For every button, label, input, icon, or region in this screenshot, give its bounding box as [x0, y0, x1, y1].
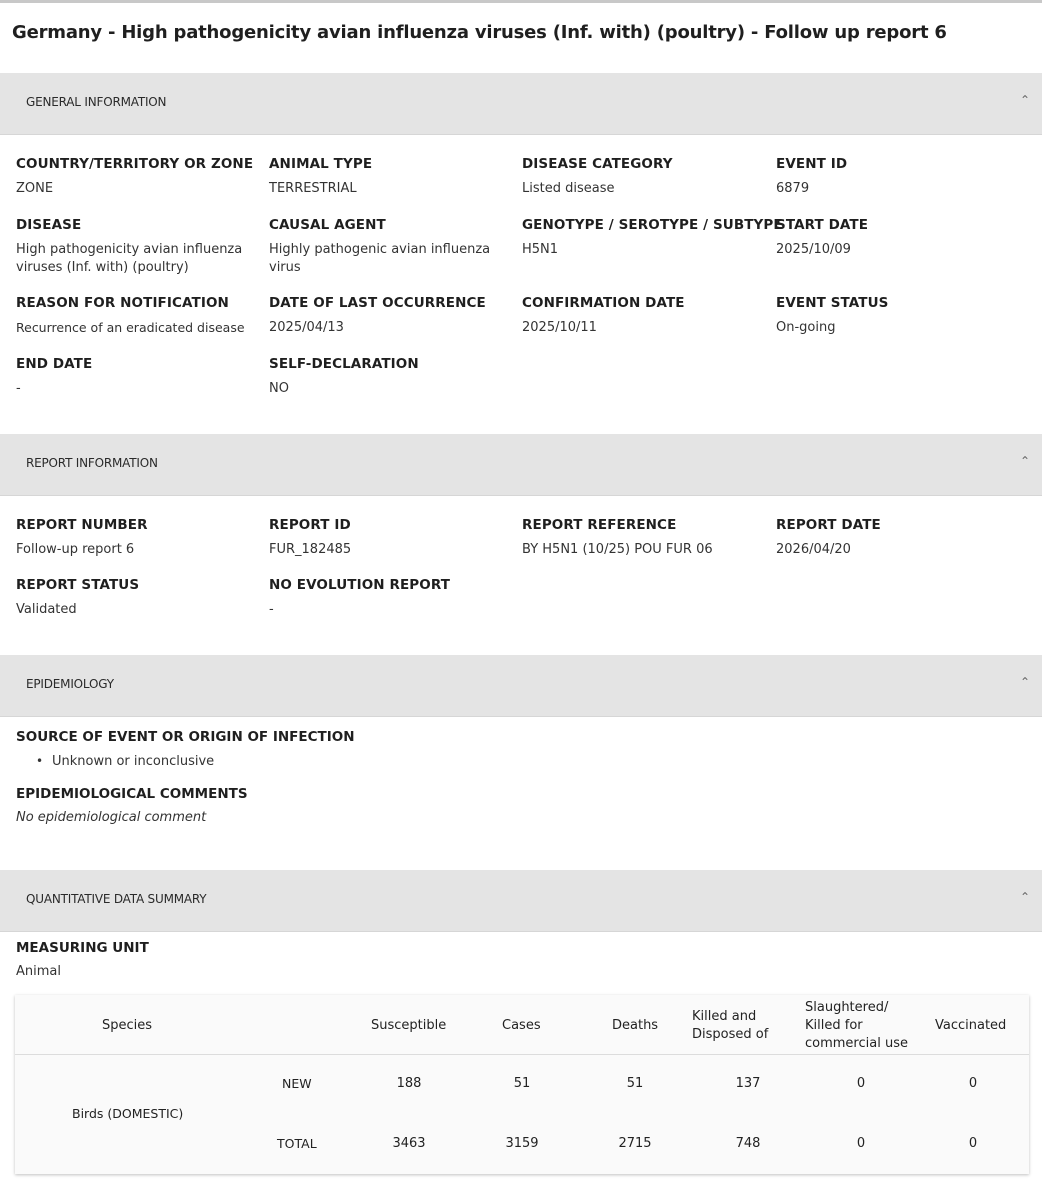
measuring-unit-value: Animal [16, 964, 61, 979]
cell-slaughtered: 0 [856, 1076, 866, 1091]
row-label: NEW [282, 1076, 312, 1091]
chevron-up-icon[interactable]: ⌃ [1019, 454, 1030, 468]
cell-deaths: 2715 [618, 1136, 652, 1151]
field-disease-category [522, 156, 772, 198]
cell-vaccinated: 0 [968, 1076, 978, 1091]
field-value: Recurrence of an eradicated disease [16, 320, 245, 335]
field-no-evolution [269, 577, 519, 619]
cell-slaughtered: 0 [856, 1136, 866, 1151]
comments-value: No epidemiological comment [16, 810, 207, 825]
field-label: CONFIRMATION DATE [522, 295, 685, 311]
cell-killed: 748 [735, 1136, 761, 1151]
field-label: EVENT STATUS [776, 295, 889, 311]
chevron-up-icon[interactable]: ⌃ [1019, 890, 1030, 904]
field-end-date [16, 356, 266, 398]
col-killed: Killed and Disposed of [692, 1009, 769, 1042]
field-value: TERRESTRIAL [269, 181, 357, 196]
field-value: ZONE [16, 181, 54, 196]
source-label: SOURCE OF EVENT OR ORIGIN OF INFECTION [16, 729, 355, 745]
field-value: High pathogenicity avian influenza viruses (Inf. with) (poultry) [16, 242, 243, 275]
cell-deaths: 51 [626, 1076, 644, 1091]
species-name: Birds (DOMESTIC) [72, 1106, 184, 1121]
chevron-up-icon[interactable]: ⌃ [1019, 93, 1030, 107]
col-vaccinated: Vaccinated [935, 1018, 1007, 1033]
col-deaths: Deaths [612, 1018, 659, 1033]
field-label: DISEASE CATEGORY [522, 156, 673, 172]
field-confirmation-date [522, 295, 772, 337]
field-value: H5N1 [522, 242, 559, 257]
field-report-reference [522, 517, 772, 559]
cell-susceptible: 3463 [392, 1136, 426, 1151]
field-value: NO [269, 381, 289, 396]
field-label: REASON FOR NOTIFICATION [16, 295, 229, 311]
field-label: EVENT ID [776, 156, 848, 172]
field-value: Follow-up report 6 [16, 542, 135, 557]
field-event-id [776, 156, 1026, 198]
col-slaughtered: Slaughtered/ Killed for commercial use [805, 1000, 908, 1051]
top-border [0, 0, 1042, 3]
field-value: 2025/10/09 [776, 242, 851, 257]
field-label: REPORT NUMBER [16, 517, 148, 533]
field-label: DISEASE [16, 217, 82, 233]
field-label: REPORT STATUS [16, 577, 140, 593]
field-value: BY H5N1 (10/25) POU FUR 06 [522, 542, 713, 557]
measuring-unit-label: MEASURING UNIT [16, 940, 149, 956]
field-self-declaration [269, 356, 519, 398]
cell-susceptible: 188 [396, 1076, 422, 1091]
field-country [16, 156, 266, 198]
field-genotype [522, 217, 783, 259]
cell-cases: 51 [513, 1076, 531, 1091]
section-title: GENERAL INFORMATION [26, 95, 167, 109]
section-title: EPIDEMIOLOGY [26, 677, 114, 691]
cell-cases: 3159 [505, 1136, 539, 1151]
field-animal-type [269, 156, 519, 198]
field-label: COUNTRY/TERRITORY OR ZONE [16, 156, 254, 172]
field-value: - [269, 602, 274, 617]
table-header-row [15, 995, 1029, 1055]
source-list-item: • Unknown or inconclusive [36, 754, 214, 769]
field-event-status [776, 295, 1026, 337]
field-report-id [269, 517, 519, 559]
field-value: 2026/04/20 [776, 542, 851, 557]
field-value: 6879 [776, 181, 810, 196]
field-value: 2025/10/11 [522, 320, 597, 335]
cell-killed: 137 [735, 1076, 761, 1091]
field-label: END DATE [16, 356, 93, 372]
comments-label: EPIDEMIOLOGICAL COMMENTS [16, 786, 248, 802]
section-header-general[interactable] [0, 73, 1042, 135]
field-label: REPORT DATE [776, 517, 881, 533]
field-reason [16, 295, 266, 337]
field-value: - [16, 381, 21, 396]
field-label: SELF-DECLARATION [269, 356, 419, 372]
field-value: Validated [16, 602, 77, 617]
page-title: Germany - High pathogenicity avian influenza viruses (Inf. with) (poultry) - Follow up report 6 [12, 22, 947, 43]
section-header-report[interactable] [0, 434, 1042, 496]
section-title: QUANTITATIVE DATA SUMMARY [26, 892, 207, 906]
row-label: TOTAL [277, 1136, 317, 1151]
field-label: NO EVOLUTION REPORT [269, 577, 451, 593]
field-causal-agent [269, 217, 509, 277]
chevron-up-icon[interactable]: ⌃ [1019, 675, 1030, 689]
col-susceptible: Susceptible [371, 1018, 447, 1033]
field-report-status [16, 577, 266, 619]
field-value: 2025/04/13 [269, 320, 344, 335]
section-header-epidemiology[interactable] [0, 655, 1042, 717]
col-cases: Cases [502, 1018, 541, 1033]
field-label: DATE OF LAST OCCURRENCE [269, 295, 486, 311]
field-label: REPORT ID [269, 517, 351, 533]
field-value: Listed disease [522, 181, 615, 196]
field-label: GENOTYPE / SEROTYPE / SUBTYPE [522, 217, 783, 233]
field-label: ANIMAL TYPE [269, 156, 373, 172]
field-value: FUR_182485 [269, 542, 352, 557]
field-value: On-going [776, 320, 836, 335]
field-label: REPORT REFERENCE [522, 517, 677, 533]
field-label: START DATE [776, 217, 869, 233]
field-label: CAUSAL AGENT [269, 217, 386, 233]
cell-vaccinated: 0 [968, 1136, 978, 1151]
field-report-number [16, 517, 266, 559]
quantitative-table [15, 995, 1029, 1174]
section-header-quantitative[interactable] [0, 870, 1042, 932]
field-last-occurrence [269, 295, 519, 337]
field-start-date [776, 217, 1026, 259]
section-title: REPORT INFORMATION [26, 456, 158, 470]
field-value: Highly pathogenic avian influenza virus [269, 242, 491, 275]
field-disease [16, 217, 256, 277]
field-report-date [776, 517, 1026, 559]
col-species: Species [102, 1018, 153, 1033]
